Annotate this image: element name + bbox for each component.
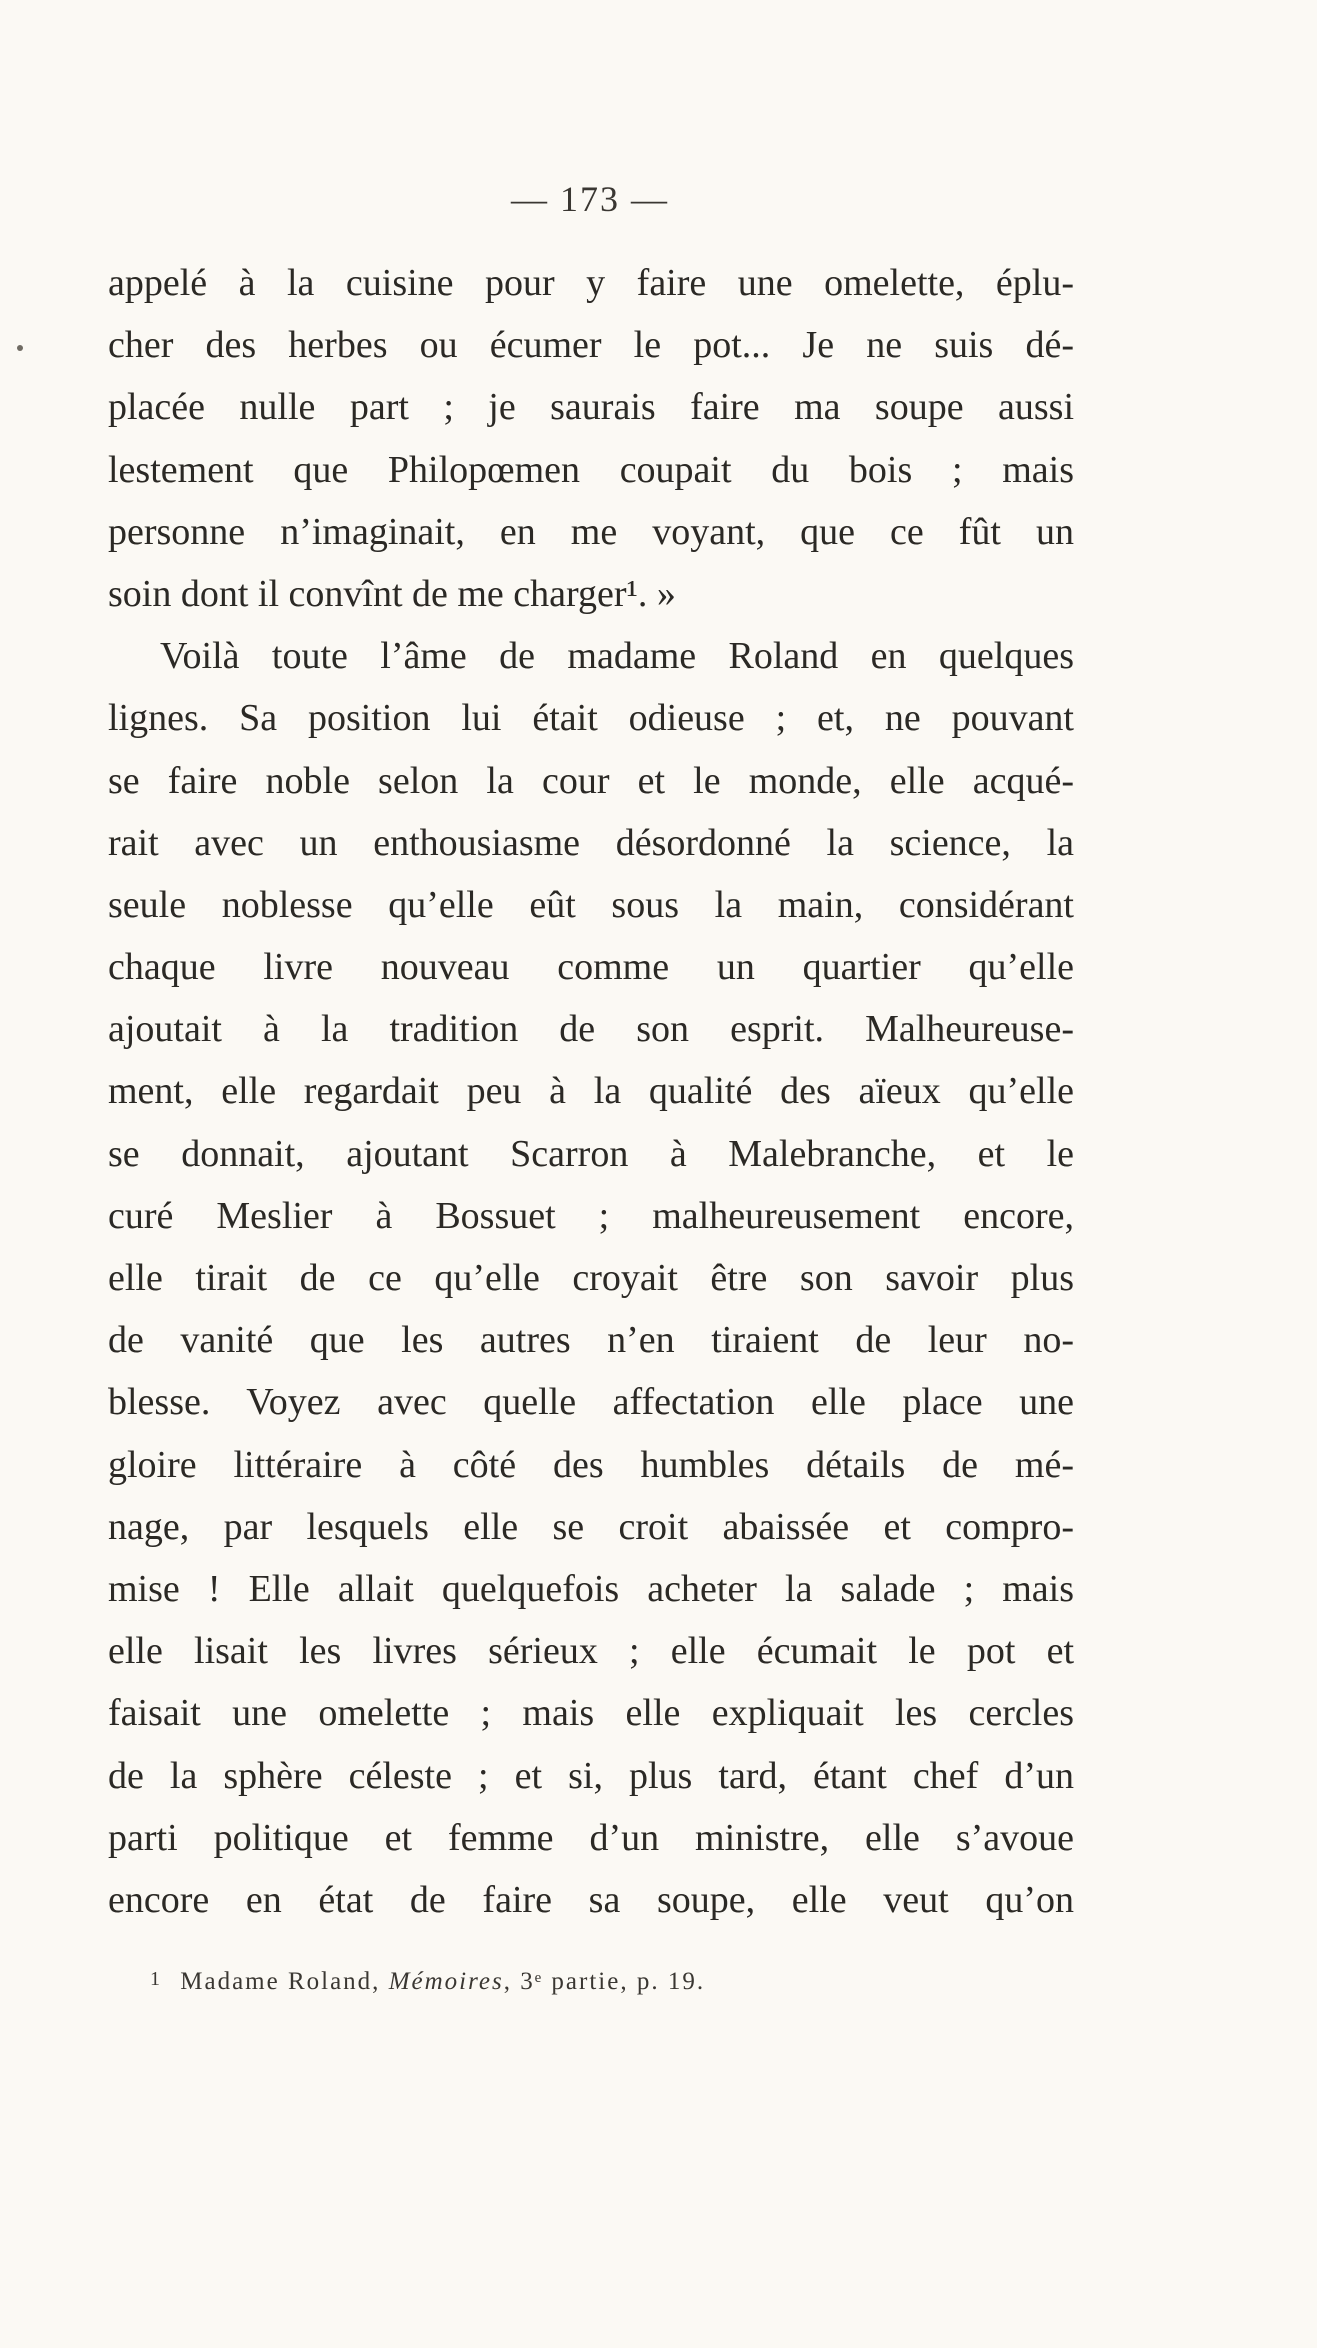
text-line: seule noblesse qu’elle eût sous la main, considérant — [108, 883, 1074, 926]
footnote-reference: , 3ᵉ partie, p. 19. — [503, 1968, 706, 1995]
text-line: placée nulle part ; je saurais faire ma soupe aussi — [108, 386, 1074, 429]
body-text — [108, 252, 1074, 1931]
text-line: encore en état de faire sa soupe, elle veut qu’on — [108, 1878, 1074, 1921]
text-line: ajoutait à la tradition de son esprit. Malheureuse- — [108, 1008, 1074, 1051]
text-line: rait avec un enthousiasme désordonné la science, la — [108, 821, 1074, 864]
text-line: ment, elle regardait peu à la qualité des aïeux qu’elle — [108, 1070, 1074, 1113]
text-line: elle lisait les livres sérieux ; elle écumait le pot et — [108, 1630, 1074, 1673]
footnote — [150, 1968, 1050, 1996]
text-line: appelé à la cuisine pour y faire une omelette, éplu- — [108, 262, 1074, 304]
text-line: de la sphère céleste ; et si, plus tard, étant chef d’un — [108, 1754, 1074, 1797]
text-line: parti politique et femme d’un ministre, elle s’avoue — [108, 1816, 1074, 1859]
text-line: faisait une omelette ; mais elle expliquait les cercles — [108, 1692, 1074, 1735]
footnote-work-title: Mémoires — [388, 1968, 504, 1995]
text-line: curé Meslier à Bossuet ; malheureusement encore, — [108, 1194, 1074, 1237]
text-line: lestement que Philopœmen coupait du bois ; mais — [108, 448, 1074, 491]
text-line: elle tirait de ce qu’elle croyait être son savoir plus — [108, 1257, 1074, 1299]
paragraph-1 — [108, 252, 1074, 625]
text-line: Voilà toute l’âme de madame Roland en quelques — [160, 635, 1074, 678]
text-line: nage, par lesquels elle se croit abaissée et compro- — [108, 1505, 1074, 1548]
text-line: blesse. Voyez avec quelle affectation elle place une — [108, 1381, 1074, 1424]
text-line: soin dont il convînt de me charger¹. » — [108, 572, 676, 615]
footnote-marker: 1 — [150, 1968, 162, 1990]
text-line: personne n’imaginait, en me voyant, que ce fût un — [108, 510, 1074, 553]
text-line: se faire noble selon la cour et le monde, elle acqué- — [108, 759, 1074, 802]
text-line: chaque livre nouveau comme un quartier qu’elle — [108, 946, 1074, 989]
text-line: cher des herbes ou écumer le pot... Je ne suis dé- — [108, 324, 1074, 367]
text-line: lignes. Sa position lui était odieuse ; et, ne pouvant — [108, 697, 1074, 740]
margin-speck — [17, 345, 23, 351]
text-line: de vanité que les autres n’en tiraient de leur no- — [108, 1319, 1074, 1362]
paragraph-2 — [108, 625, 1074, 1931]
footnote-author: Madame Roland, — [180, 1968, 381, 1995]
text-line: se donnait, ajoutant Scarron à Malebranche, et le — [108, 1132, 1074, 1175]
text-line: mise ! Elle allait quelquefois acheter la salade ; mais — [108, 1567, 1074, 1610]
page-number: — 173 — — [511, 179, 669, 219]
text-line: gloire littéraire à côté des humbles détails de mé- — [108, 1443, 1074, 1486]
